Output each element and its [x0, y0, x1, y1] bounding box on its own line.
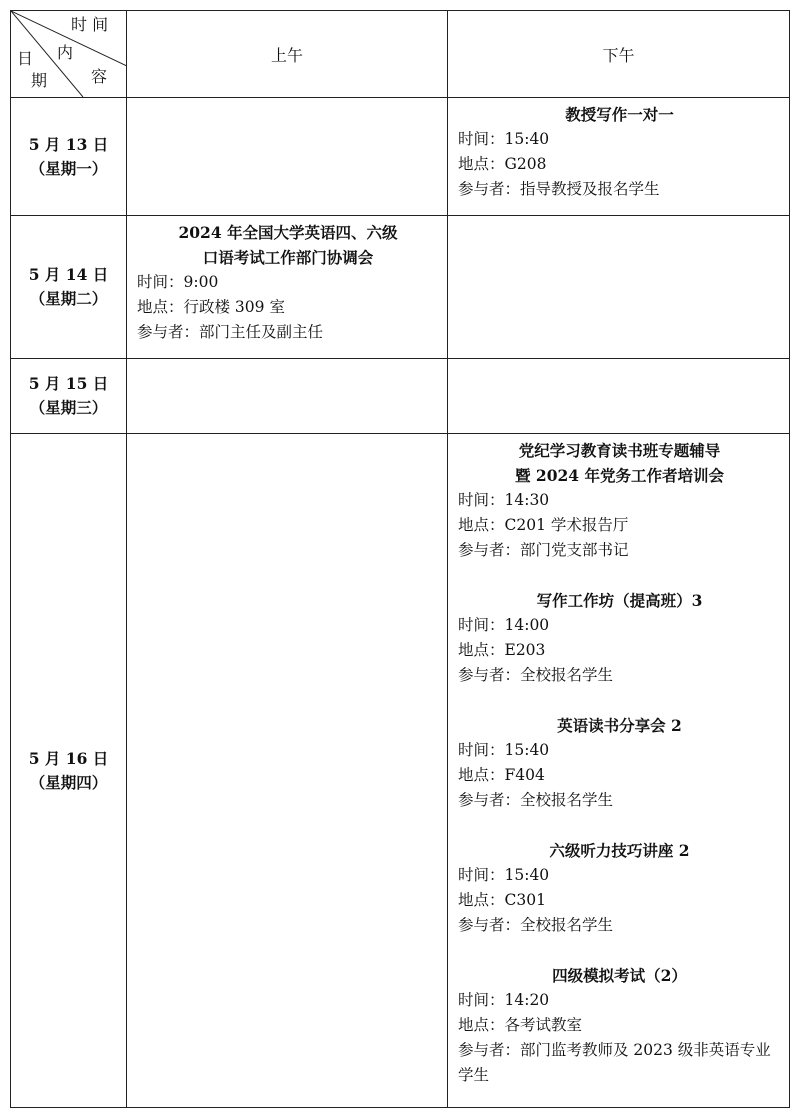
date-cell — [11, 359, 127, 434]
weekday-label: （星期二） — [29, 289, 108, 308]
event-time: 时间：14:20 — [458, 991, 550, 1009]
schedule-row — [11, 434, 790, 1108]
header-row — [11, 11, 790, 98]
schedule-row — [11, 98, 790, 216]
morning-cell — [127, 359, 448, 434]
event-place: 地点：各考试教室 — [458, 1016, 583, 1034]
event-participants: 参与者：部门党支部书记 — [458, 541, 629, 559]
event-time: 时间：15:40 — [458, 130, 550, 148]
event-title: 暨 2024 年党务工作者培训会 — [515, 466, 724, 485]
weekday-label: （星期一） — [29, 158, 108, 178]
event-spacer — [458, 563, 781, 588]
event-time: 时间：9:00 — [137, 273, 219, 291]
event-participants: 参与者：指导教授及报名学生 — [458, 180, 660, 198]
event-block — [458, 838, 781, 938]
event-title: 党纪学习教育读书班专题辅导 — [518, 441, 721, 460]
schedule-row — [11, 216, 790, 359]
event-place: 地点：G208 — [458, 155, 547, 173]
event-title: 六级听力技巧讲座 2 — [549, 841, 690, 860]
event-block — [458, 588, 781, 688]
corner-date-label-1: 日 — [17, 49, 34, 68]
afternoon-cell — [448, 434, 790, 1108]
event-block — [458, 963, 781, 1088]
event-time: 时间：15:40 — [458, 741, 550, 759]
morning-cell — [127, 98, 448, 216]
diagonal-header-cell — [11, 11, 127, 98]
schedule-row — [11, 359, 790, 434]
event-time: 时间：15:40 — [458, 866, 550, 884]
corner-date-label-2: 期 — [31, 71, 48, 90]
event-place: 地点：E203 — [458, 641, 546, 659]
event-block — [458, 438, 781, 563]
event-title: 英语读书分享会 2 — [557, 716, 682, 735]
event-spacer — [458, 813, 781, 838]
event-spacer — [458, 688, 781, 713]
event-time: 时间：14:30 — [458, 491, 550, 509]
event-title: 教授写作一对一 — [565, 105, 674, 124]
event-participants: 参与者：全校报名学生 — [458, 791, 614, 809]
date-label: 5 月 13 日 — [28, 134, 109, 154]
afternoon-cell — [448, 216, 790, 359]
morning-cell — [127, 216, 448, 359]
weekday-label: （星期四） — [29, 772, 108, 792]
afternoon-header: 下午 — [448, 11, 790, 98]
event-title: 口语考试工作部门协调会 — [202, 248, 374, 267]
event-participants: 参与者：部门监考教师及 2023 级非英语专业学生 — [458, 1041, 771, 1084]
date-cell — [11, 216, 127, 359]
corner-content-label-1: 内 — [57, 43, 74, 62]
date-label: 5 月 14 日 — [28, 265, 109, 284]
event-place: 地点：C301 — [458, 891, 546, 909]
schedule-table — [10, 10, 790, 1108]
corner-content-label-2: 容 — [91, 67, 108, 86]
morning-cell — [127, 434, 448, 1108]
event-time: 时间：14:00 — [458, 616, 550, 634]
event-title: 写作工作坊（提高班）3 — [536, 591, 703, 610]
afternoon-cell — [448, 98, 790, 216]
corner-time-label: 时 间 — [71, 15, 109, 34]
event-participants: 参与者：部门主任及副主任 — [137, 323, 324, 341]
event-place: 地点：行政楼 309 室 — [137, 298, 285, 316]
event-title: 四级模拟考试（2） — [552, 966, 687, 985]
weekday-label: （星期三） — [29, 398, 108, 417]
date-label: 5 月 15 日 — [28, 374, 109, 393]
event-place: 地点：C201 学术报告厅 — [458, 516, 629, 534]
event-title: 2024 年全国大学英语四、六级 — [178, 223, 398, 242]
event-block — [137, 220, 439, 345]
event-participants: 参与者：全校报名学生 — [458, 666, 614, 684]
date-cell — [11, 434, 127, 1108]
date-cell — [11, 98, 127, 216]
event-spacer — [458, 938, 781, 963]
event-block — [458, 713, 781, 813]
morning-header: 上午 — [127, 11, 448, 98]
event-place: 地点：F404 — [458, 766, 545, 784]
date-label: 5 月 16 日 — [28, 748, 109, 768]
event-block — [458, 102, 781, 202]
event-participants: 参与者：全校报名学生 — [458, 916, 614, 934]
afternoon-cell — [448, 359, 790, 434]
